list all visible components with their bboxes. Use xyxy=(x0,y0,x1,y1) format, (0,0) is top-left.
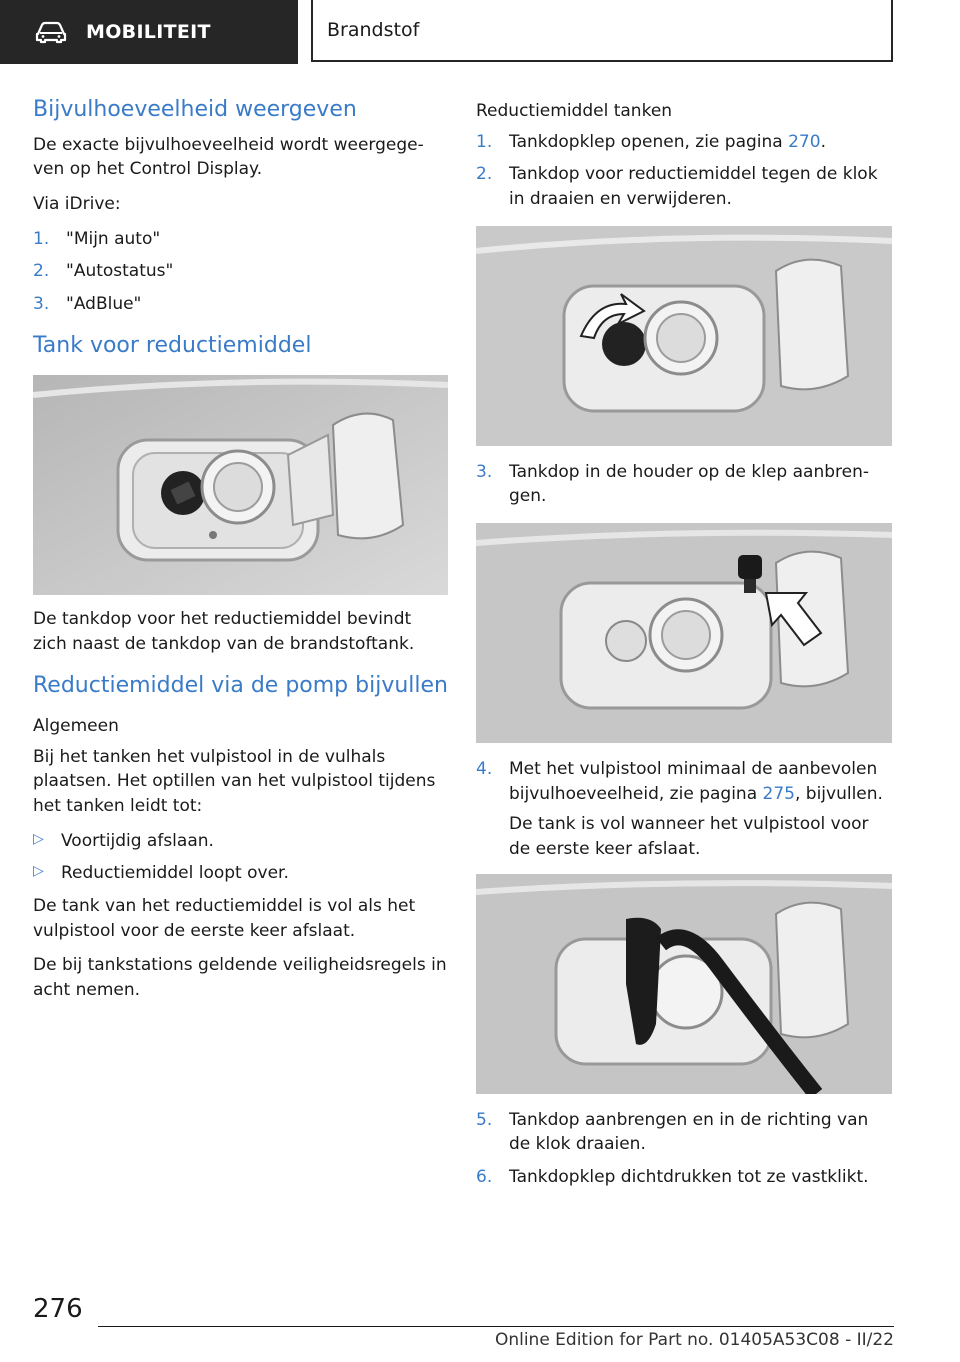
paragraph-tank: De tankdop voor het reductiemiddel bevindt zich naast de tankdop van de brandstoftank. xyxy=(33,609,415,654)
list-item: 3. "AdBlue" xyxy=(33,293,142,314)
cap-holder-photo xyxy=(476,523,892,743)
paragraph-general: Bij het tanken het vulpistool in de vulhals plaatsen. Het optillen van het vulpistool tijdens het tanken leidt tot: xyxy=(33,746,436,816)
list-item: 1. Tankdopklep openen, zie pagina 270. xyxy=(476,131,826,152)
section-title: MOBILITEIT xyxy=(86,21,211,43)
heading-refuel: Reductiemiddel tanken xyxy=(476,101,673,121)
refuel-steps-2 xyxy=(476,460,892,509)
chapter-title: Brandstof xyxy=(327,19,420,41)
cap-removal-photo xyxy=(476,226,892,446)
triangle-icon: ▷ xyxy=(33,830,44,847)
list-item: ▷ Voortijdig afslaan. xyxy=(33,830,214,851)
nozzle-photo xyxy=(476,874,892,1094)
page-link[interactable]: 275 xyxy=(762,783,795,804)
refuel-steps xyxy=(476,130,892,212)
chapter-tab xyxy=(311,0,893,62)
list-item: 5. Tankdop aanbrengen en in de richting van de klok draaien. xyxy=(476,1109,869,1155)
tank-flap-photo xyxy=(33,375,448,595)
page-link[interactable]: 270 xyxy=(788,131,821,152)
heading-pump: Reductiemiddel via de pomp bijvullen xyxy=(33,673,448,699)
heading-fill-amount: Bijvulhoeveelheid weergeven xyxy=(33,97,357,122)
list-item: 6. Tankdopklep dichtdrukken tot ze vastklikt. xyxy=(476,1166,869,1187)
paragraph-via-idrive: Via iDrive: xyxy=(33,193,121,214)
heading-general: Algemeen xyxy=(33,715,119,736)
right-column xyxy=(476,100,892,1197)
list-item: 4. Met het vulpistool minimaal de aanbevolen bijvulhoeveelheid, zie pagina 275, bijvullen. De tank is vol wanneer het vulpistool voor de eerste keer afslaat. xyxy=(476,759,883,859)
triangle-icon: ▷ xyxy=(33,863,44,880)
paragraph-fill-amount: De exacte bijvulhoeveelheid wordt weergege-ven op het Control Display. xyxy=(33,134,424,180)
footer-divider xyxy=(98,1326,894,1327)
refuel-steps-3 xyxy=(476,757,892,862)
page-number: 276 xyxy=(33,1294,83,1324)
list-item: 3. Tankdop in de houder op de klep aanbren-gen. xyxy=(476,461,869,507)
bullet-list xyxy=(33,829,448,886)
list-item: 2. Tankdop voor reductiemiddel tegen de klok in draaien en verwijderen. xyxy=(476,164,878,210)
refuel-steps-4 xyxy=(476,1108,892,1190)
list-item: 2. "Autostatus" xyxy=(33,261,174,282)
section-tab xyxy=(0,0,298,64)
list-item: ▷ Reductiemiddel loopt over. xyxy=(33,863,289,884)
car-icon xyxy=(34,20,68,44)
paragraph-rules: De bij tankstations geldende veiligheidsregels in acht nemen. xyxy=(33,955,447,1000)
edition-text: Online Edition for Part no. 01405A53C08 - II/22 xyxy=(494,1330,894,1350)
list-item: 1. "Mijn auto" xyxy=(33,228,161,249)
idrive-steps xyxy=(33,227,448,317)
paragraph-full: De tank van het reductiemiddel is vol als het vulpistool voor de eerste keer afslaat. xyxy=(33,895,416,941)
heading-tank: Tank voor reductiemiddel xyxy=(33,333,312,359)
left-column xyxy=(33,96,448,1012)
